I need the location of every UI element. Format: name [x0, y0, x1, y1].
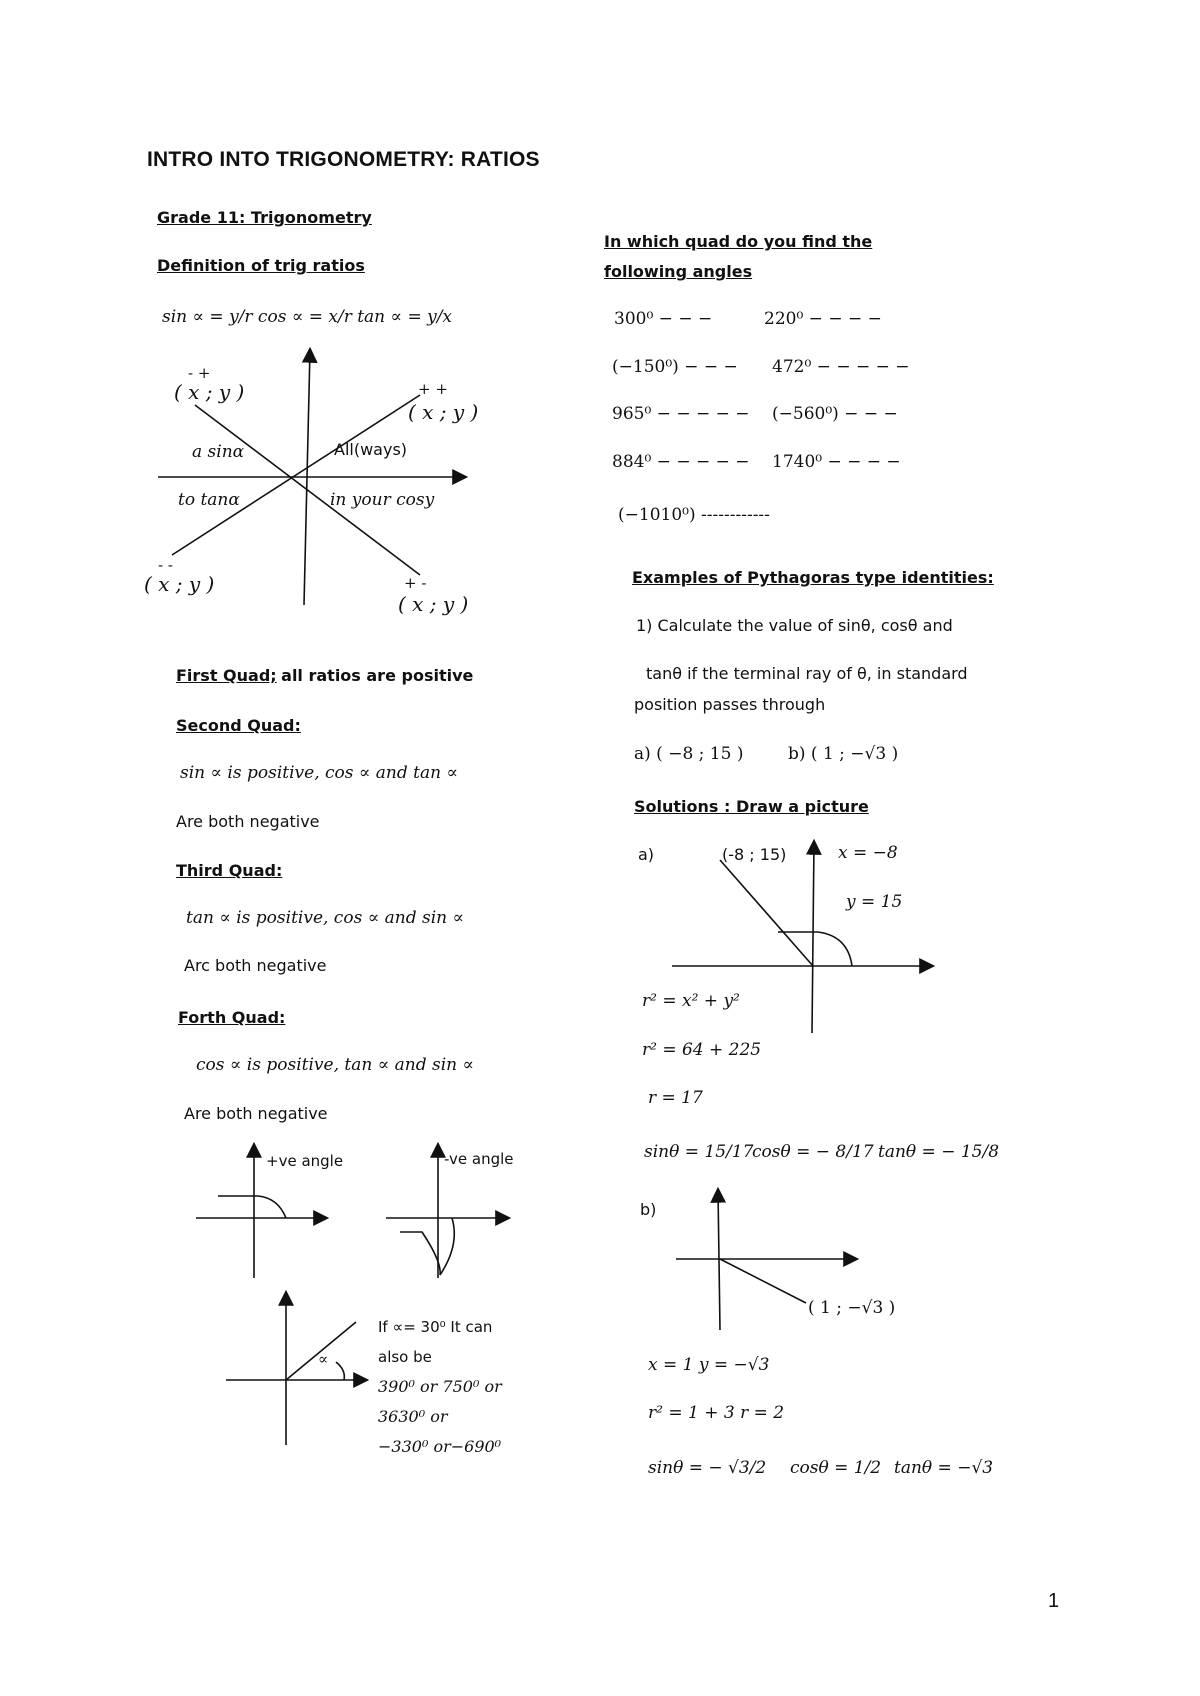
angle-arc	[218, 1196, 286, 1218]
coterminal-line3: 390⁰ or 750⁰ or	[378, 1377, 502, 1396]
positive-angle-label: +ve angle	[266, 1152, 344, 1170]
grade-heading: Grade 11: Trigonometry	[157, 208, 372, 227]
y-axis	[718, 1190, 720, 1330]
forth-quad-heading: Forth Quad:	[178, 1008, 286, 1027]
question-1a: a) ( −8 ; 15 )	[634, 744, 744, 764]
angle-item: (−150⁰) − − −	[612, 357, 738, 377]
angle-arc	[778, 932, 852, 966]
q2-point: ( x ; y )	[174, 380, 245, 404]
forth-quad-line1: cos ∝ is positive, tan ∝ and sin ∝	[196, 1055, 474, 1075]
trig-ratio-definitions: sin ∝ = y/r cos ∝ = x/r tan ∝ = y/x	[162, 307, 453, 327]
solution-a-label: a)	[638, 845, 655, 864]
angle-item: 472⁰ − − − − −	[772, 357, 910, 377]
angle-arc	[336, 1362, 344, 1380]
solution-b-label: b)	[640, 1200, 657, 1219]
alpha-angle-diagram	[226, 1293, 366, 1445]
third-quad-line1: tan ∝ is positive, cos ∝ and sin ∝	[186, 908, 464, 928]
solution-a-point: (-8 ; 15)	[722, 845, 787, 864]
label-to-tan: to tanα	[178, 490, 240, 510]
negative-angle-label: -ve angle	[444, 1150, 514, 1168]
coterminal-line2: also be	[378, 1348, 432, 1366]
question-1-line1: 1) Calculate the value of sinθ, cosθ and	[636, 616, 953, 635]
forth-quad-line2: Are both negative	[184, 1104, 328, 1123]
solution-a-y: y = 15	[846, 892, 903, 912]
angle-item: 1740⁰ − − − −	[772, 452, 901, 472]
page-title: INTRO INTO TRIGONOMETRY: RATIOS	[147, 148, 540, 171]
solutions-heading: Solutions : Draw a picture	[634, 797, 869, 816]
solution-a-cos: cosθ = − 8/17	[752, 1142, 874, 1162]
solution-b-xy: x = 1 y = −√3	[648, 1355, 770, 1375]
angle-arc	[400, 1218, 454, 1275]
definition-heading: Definition of trig ratios	[157, 256, 365, 275]
solution-a-r3: r = 17	[648, 1088, 703, 1108]
quad-question-line1: In which quad do you find the	[604, 232, 873, 251]
q4-point: ( x ; y )	[398, 592, 469, 616]
solution-b-point: ( 1 ; −√3 )	[808, 1298, 896, 1318]
angle-item: 884⁰ − − − − −	[612, 452, 750, 472]
q2-signs: - +	[188, 364, 211, 382]
terminal-ray	[720, 1259, 806, 1303]
q3-point: ( x ; y )	[144, 572, 215, 596]
angle-item: 300⁰ − − −	[614, 309, 713, 329]
coterminal-line4: 3630⁰ or	[378, 1407, 448, 1426]
solution-b-cos: cosθ = 1/2	[790, 1458, 882, 1478]
diagonal-line-2	[172, 395, 420, 555]
solution-b-r: r² = 1 + 3 r = 2	[648, 1403, 785, 1423]
question-1-line2: tanθ if the terminal ray of θ, in standard	[646, 664, 968, 683]
solution-b-tan: tanθ = −√3	[894, 1458, 994, 1478]
terminal-ray	[720, 860, 813, 966]
third-quad-heading: Third Quad:	[176, 861, 283, 880]
examples-heading: Examples of Pythagoras type identities:	[632, 568, 994, 587]
label-a-sin: a sinα	[192, 442, 245, 462]
angle-item: 965⁰ − − − − −	[612, 404, 750, 424]
third-quad-line2: Arc both negative	[184, 956, 327, 975]
second-quad-line1: sin ∝ is positive, cos ∝ and tan ∝	[180, 763, 458, 783]
solution-a-r1: r² = x² + y²	[642, 991, 740, 1011]
question-1b: b) ( 1 ; −√3 )	[788, 744, 899, 764]
coterminal-line5: −330⁰ or−690⁰	[378, 1437, 502, 1456]
solution-a-tan: tanθ = − 15/8	[878, 1142, 1000, 1162]
first-quad-text: all ratios are positive	[281, 666, 474, 685]
y-axis	[812, 842, 814, 1033]
q3-signs: - -	[158, 556, 173, 574]
second-quad-heading: Second Quad:	[176, 716, 301, 735]
page-number: 1	[1048, 1590, 1060, 1612]
first-quad-heading: First Quad;	[176, 666, 277, 685]
first-quad	[176, 666, 473, 686]
q4-signs: + -	[404, 574, 427, 592]
q1-point: ( x ; y )	[408, 400, 479, 424]
solution-a-r2: r² = 64 + 225	[642, 1040, 762, 1060]
solution-a-x: x = −8	[838, 843, 898, 863]
solution-b-sin: sinθ = − √3/2	[648, 1458, 767, 1478]
second-quad-line2: Are both negative	[176, 812, 320, 831]
coterminal-line1: If ∝= 30⁰ It can	[378, 1318, 493, 1336]
label-in-your-cosy: in your cosy	[330, 490, 435, 510]
q1-signs: + +	[418, 380, 448, 398]
label-all-ways: All(ways)	[334, 440, 408, 459]
question-1-line3: position passes through	[634, 695, 826, 714]
solution-a-sin: sinθ = 15/17	[644, 1142, 754, 1162]
angle-item: (−1010⁰) ------------	[618, 505, 770, 525]
alpha-label: ∝	[318, 1350, 329, 1368]
quad-question-line2: following angles	[604, 262, 753, 281]
angle-item: 220⁰ − − − −	[764, 309, 882, 329]
angle-item: (−560⁰) − − −	[772, 404, 898, 424]
